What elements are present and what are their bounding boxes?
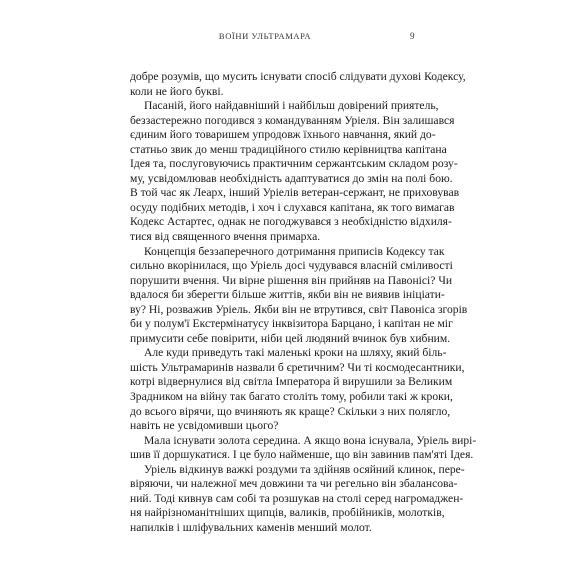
text-line: Концепція беззаперечного дотримання приписів Кодексу так	[144, 244, 445, 258]
text-line: вдалося би зберегти більше життів, якби він не виявив ініціати-	[130, 288, 445, 302]
text-line: осуду подібних методів, і хоч і слухався капітана, як того вимагав	[130, 200, 455, 214]
text-line: котрі відвернулися від світла Імператора й вирушили за Великим	[130, 375, 453, 389]
body-text	[130, 70, 477, 536]
running-title: ВОЇНИ УЛЬТРАМАРА	[218, 31, 312, 41]
text-line: тися від священного вчення примарха.	[130, 230, 321, 244]
text-line: Пасаній, його найдавніший і найбільш довірений приятель,	[144, 99, 439, 113]
text-line: сильно вкорінилася, що Уріель досі чудувався власній сміливості	[130, 259, 453, 273]
text-line: ву? Ні, розважив Уріель. Якби він не втрутився, світ Павоніса згорів	[130, 302, 468, 316]
text-line: шість Ультрамаринів назвали б єретичним? Чи ті космодесантники,	[130, 360, 465, 374]
text-line: ний. Тоді кивнув сам собі та розшукав на столі серед нагромаджен-	[130, 491, 464, 505]
text-line: порушити вчення. Чи вірне рішення він прийняв на Павонісі? Чи	[130, 273, 453, 287]
paragraph	[130, 70, 466, 99]
page-number: 9	[410, 31, 416, 41]
text-line: віряючи, чи належної меч довжини та чи регельно він збалансова-	[130, 477, 458, 491]
text-line: Зрадником на війну так багато століть тому, робили такі ж кроки,	[130, 390, 453, 404]
text-line: Але куди приведуть такі маленькі кроки на шляху, який біль-	[144, 346, 447, 360]
text-line: примусити себе повірити, ніби цей людяний вчинок був хибним.	[130, 331, 451, 345]
paragraph	[130, 433, 477, 463]
text-line: Ідея та, послуговуючись практичним сержантським складом розу-	[130, 157, 458, 171]
text-line: беззастережно погодився з командуванням Уріеля. Він залишався	[130, 113, 455, 127]
running-head	[0, 31, 564, 45]
paragraph	[130, 462, 465, 536]
text-line: добре розумів, що мусить існувати спосіб слідувати духові Кодексу,	[130, 70, 466, 83]
text-line: Мала існувати золота середина. А якщо вона існувала, Уріель вирі-	[144, 433, 477, 447]
paragraph	[130, 244, 468, 347]
text-line: В той час як Леарх, інший Уріелів ветеран-сержант, не приховував	[130, 186, 460, 200]
paragraph	[130, 99, 460, 244]
text-line: статньо звик до менш традиційного стилю керівництва капітана	[130, 142, 447, 156]
text-line: навіть не усвідомивши цього?	[130, 419, 279, 433]
text-line: шив її доршукатися. І це було найменше, що він завинив пам'яті Ідея.	[130, 448, 474, 462]
text-line: ня найрізноманітніших щипців, валиків, пробійників, молотків,	[130, 506, 445, 520]
text-line: коли не його букві.	[130, 84, 224, 98]
text-line: напилків і шліфувальних каменів менший молот.	[130, 520, 372, 534]
text-line: би у полум'ї Екстермінатусу інквізитора Барцано, і капітан не міг	[130, 317, 453, 331]
text-line: Уріель відкинув важкі роздуми та здійняв осяйний клинок, пере-	[144, 462, 465, 476]
text-line: до всього вірячи, що вчиняють як краще? Скільки з них полягло,	[130, 404, 451, 418]
text-line: Кодекс Астартес, однак не погоджувався з необхідністю відхиля-	[130, 215, 452, 229]
text-line: му, усвідомлював необхідність адаптуватися до змін на полі бою.	[130, 171, 453, 185]
text-line: єдиним його товаришем упродовж їхнього навчання, який до-	[130, 128, 436, 142]
paragraph	[130, 346, 465, 433]
